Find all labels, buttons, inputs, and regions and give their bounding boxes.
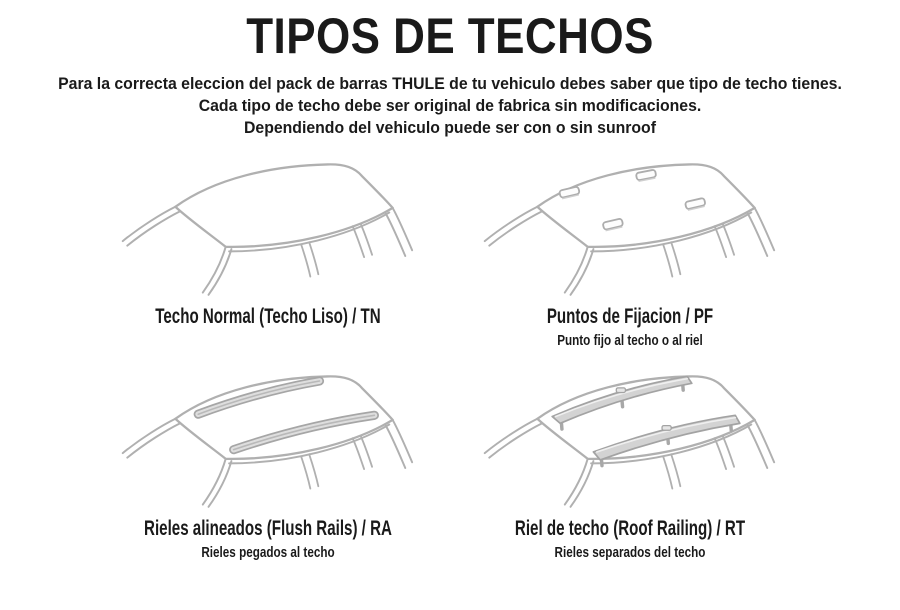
flush-rails-roof-illustration: [118, 365, 418, 516]
roof-type-label-tn: Techo Normal (Techo Liso) / TN: [155, 305, 381, 328]
intro-line-3: Dependiendo del vehiculo puede ser con o sin sunroof: [243, 118, 656, 137]
roof-type-label-pf: Puntos de Fijacion / PF: [546, 305, 714, 328]
roof-type-card-normal: [88, 153, 448, 329]
roof-type-card-roofrailing: [450, 365, 810, 562]
roof-type-card-flushrails: [88, 365, 448, 562]
normal-roof-illustration: [118, 153, 418, 304]
tipos-de-techos-infographic: [0, 10, 900, 610]
roof-type-sublabel-pf: Punto fijo al techo o al riel: [557, 331, 703, 349]
roof-type-card-fixpoints: [450, 153, 810, 350]
intro-line-1: Para la correcta eleccion del pack de barras THULE de tu vehiculo debes saber que tipo de techo tienes.: [58, 74, 842, 93]
roof-types-grid: [0, 153, 900, 583]
roof-type-label-rt: Riel de techo (Roof Railing) / RT: [514, 517, 746, 540]
intro-text: [0, 73, 900, 139]
intro-line-2: Cada tipo de techo debe ser original de fabrica sin modificaciones.: [198, 96, 702, 115]
raised-roof-railing-illustration: [480, 365, 780, 516]
page-title: TIPOS DE TECHOS: [246, 8, 654, 64]
roof-type-sublabel-rt: Rieles separados del techo: [554, 543, 706, 561]
roof-type-label-ra: Rieles alineados (Flush Rails) / RA: [144, 517, 392, 540]
fixed-points-roof-illustration: [480, 153, 780, 304]
roof-type-sublabel-ra: Rieles pegados al techo: [201, 543, 335, 561]
